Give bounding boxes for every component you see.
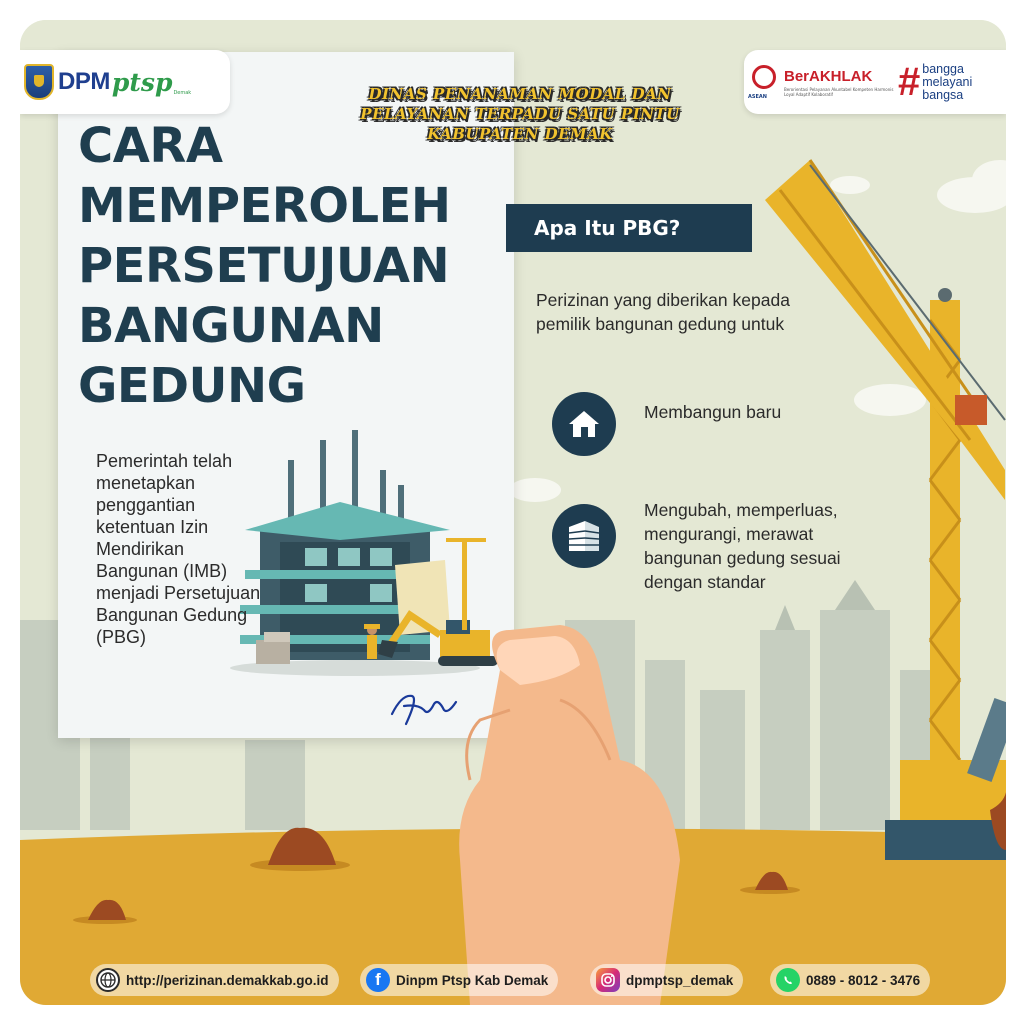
instagram-text: dpmptsp_demak (626, 972, 734, 988)
agency-title-line: DINAS PENANAMAN MODAL DAN (368, 85, 672, 103)
whatsapp-text: 0889 - 8012 - 3476 (806, 972, 921, 988)
footer-contacts (20, 960, 1006, 1000)
demak-emblem-icon (24, 64, 54, 100)
feature-text: Mengubah, memperluas, mengurangi, merawat bangunan gedung sesuai dengan standar (644, 500, 841, 592)
house-icon (552, 392, 616, 456)
berakhlak-logo (744, 50, 1006, 114)
feature-modify (552, 500, 884, 594)
what-is-pbg-heading: Apa Itu PBG? (506, 204, 752, 252)
whatsapp-link[interactable] (770, 964, 930, 996)
globe-icon (96, 968, 120, 992)
bangga-line: bangsa (922, 87, 964, 102)
whatsapp-icon (776, 968, 800, 992)
logo-demak-text: Demak (173, 90, 192, 96)
bangga-line: melayani (922, 74, 973, 89)
website-text: http://perizinan.demakkab.go.id (126, 972, 329, 988)
bangga-line: bangga (922, 61, 964, 76)
instagram-icon (596, 968, 620, 992)
signature-mark (388, 684, 458, 728)
pbg-description: Perizinan yang diberikan kepada pemilik bangunan gedung untuk (536, 290, 790, 334)
berakhlak-subtitle: Berorientasi Pelayanan Akuntabel Kompeten Harmonis Loyal Adaptif Kolaboratif (784, 86, 894, 97)
title-line: PERSETUJUAN (78, 238, 450, 294)
asean-text: ASEAN (748, 94, 767, 100)
logo-dpm-text: DPM (58, 68, 110, 95)
agency-title-line: KABUPATEN DEMAK (427, 125, 613, 143)
title-line: CARA (78, 118, 223, 174)
title-line: BANGUNAN (78, 298, 384, 354)
feature-text: Membangun baru (644, 402, 782, 422)
hand-illustration (440, 610, 700, 1005)
bangga-melayani-bangsa (922, 63, 972, 102)
instagram-link[interactable] (590, 964, 743, 996)
logo-ptsp-text: ptsp (111, 67, 173, 97)
berakhlak-text: BerAKHLAK (784, 67, 873, 85)
agency-title-line: PELAYANAN TERPADU SATU PINTU (360, 105, 680, 123)
imb-to-pbg-description: Pemerintah telah menetapkan penggantian ketentuan Izin Mendirikan Bangunan (IMB) menjadi Persetujuan Bangunan Gedung (PBG) (96, 451, 261, 647)
poster-frame (20, 20, 1006, 1005)
hashtag-icon: # (898, 60, 921, 104)
facebook-icon: f (366, 968, 390, 992)
facebook-text: Dinpm Ptsp Kab Demak (396, 972, 549, 988)
building-icon (552, 504, 616, 568)
website-link[interactable] (90, 964, 339, 996)
asean-icon (752, 65, 776, 89)
title-line: MEMPEROLEH (78, 178, 451, 234)
facebook-link[interactable] (360, 964, 558, 996)
title-line: GEDUNG (78, 358, 306, 414)
feature-build-new (552, 392, 784, 456)
dpmptsp-logo (20, 50, 230, 114)
main-title (78, 116, 498, 416)
